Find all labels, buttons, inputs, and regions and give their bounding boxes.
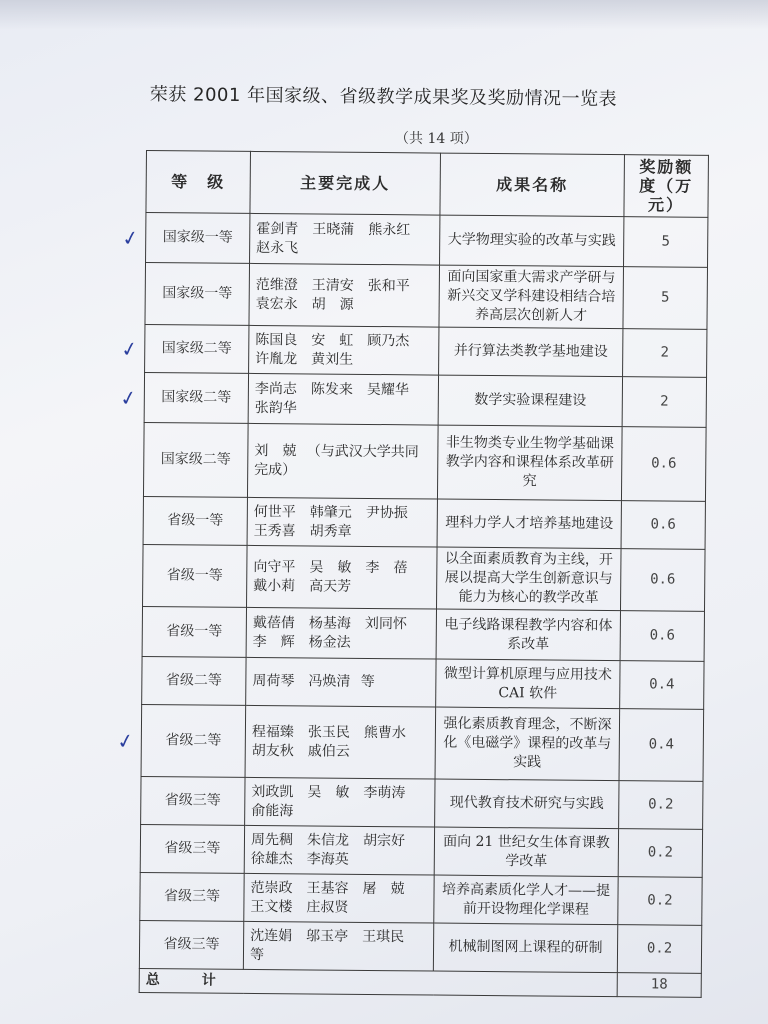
people-cell: 程福臻 张玉民 熊曹水 胡友秋 戚伯云 [245,705,436,779]
table-row [140,824,702,877]
check-mark-icon: ✓ [115,727,136,755]
level-cell: 省级三等 [141,776,245,825]
people-cell: 陈国良 安 虹 顾乃杰 许胤龙 黄刘生 [249,325,439,375]
people-cell: 刘政凯 吴 敏 李萌涛 俞能海 [245,777,435,827]
table-row [141,704,704,781]
project-cell: 面向 21 世纪女生体育课教学改革 [434,827,618,877]
people-cell: 周荷琴 冯焕清 等 [246,657,436,707]
total-label: 总 计 [139,968,617,996]
amount-cell: 2 [623,329,707,378]
header-level: 等 级 [146,151,251,214]
amount-cell: 0.4 [619,709,704,782]
amount-cell: 5 [623,267,708,330]
table-row [143,544,706,611]
amount-cell: 0.2 [617,925,701,974]
people-cell: 李尚志 陈发来 吴耀华 张韵华 [248,373,438,425]
project-cell: 微型计算机原理与应用技术 CAI 软件 [436,659,620,709]
table-row [142,606,704,661]
page-shadow [0,0,768,30]
project-cell: 大学物理实验的改革与实践 [440,215,624,267]
header-project: 成果名称 [440,153,625,217]
level-cell: 国家级二等 [145,324,249,373]
project-cell: 现代教育技术研究与实践 [435,779,619,829]
table-row [140,872,702,925]
table-row [143,422,706,501]
level-cell: 省级二等 [141,704,246,777]
people-cell: 戴蓓倩 杨基海 刘同怀 李 辉 杨金法 [246,607,436,659]
amount-cell: 5 [624,217,708,268]
total-row [139,968,701,997]
amount-cell: 0.6 [620,549,705,612]
amount-cell: 2 [622,377,706,428]
people-cell: 刘 兢 （与武汉大学共同完成） [247,423,438,499]
level-cell: 国家级二等 [144,372,248,423]
project-cell: 电子线路课程教学内容和体系改革 [436,609,620,661]
project-cell: 并行算法类教学基地建设 [439,327,623,377]
check-mark-icon: ✓ [118,335,140,363]
project-cell: 数学实验课程建设 [438,375,622,427]
project-cell: 以全面素质教育为主线，开展以提高大学生创新意识与能力为核心的教学改革 [437,547,622,611]
amount-cell: 0.6 [620,611,704,662]
table-header-row [146,151,709,218]
people-cell: 霍剑青 王晓蒲 熊永红 赵永飞 [250,213,440,265]
people-cell: 向守平 吴 敏 李 蓓 戴小莉 高天芳 [247,545,438,609]
amount-cell: 0.4 [620,661,704,710]
header-people: 主要完成人 [250,151,441,215]
total-amount: 18 [617,973,701,998]
level-cell: 省级三等 [140,872,244,921]
table-row [141,776,703,829]
level-cell: 省级一等 [143,544,248,607]
level-cell: 省级三等 [140,824,244,873]
project-cell: 理科力学人才培养基地建设 [437,499,621,549]
table-row [143,496,705,549]
document-subtitle: （共 14 项） [395,131,478,147]
amount-cell: 0.2 [618,877,702,926]
project-cell: 机械制图网上课程的研制 [433,923,617,973]
level-cell: 省级一等 [142,606,246,657]
project-cell: 非生物类专业生物学基础课教学内容和课程体系改革研究 [437,425,622,501]
awards-table [139,150,709,998]
people-cell: 沈连娟 邬玉亭 王琪民 等 [243,921,433,971]
people-cell: 何世平 韩肇元 尹协振 王秀喜 胡秀章 [247,497,437,547]
level-cell: 省级三等 [139,920,243,969]
level-cell: 国家级一等 [145,263,250,326]
project-cell: 面向国家重大需求产学研与新兴交叉学科建设相结合培养高层次创新人才 [439,265,624,329]
table-row [142,656,704,709]
check-mark-icon: ✓ [119,224,141,252]
project-cell: 培养高素质化学人才——提前开设物理化学课程 [434,875,618,925]
people-cell: 范崇政 王基容 屠 兢 王文楼 庄叔贤 [244,873,434,923]
level-cell: 国家级一等 [146,213,250,264]
amount-cell: 0.2 [618,829,702,878]
table-row [145,324,707,377]
table-row [144,372,706,427]
table-row [139,920,701,973]
people-cell: 范维澄 王清安 张和平 袁宏永 胡 源 [249,263,440,327]
table-row [145,263,708,330]
table-row [146,213,708,268]
table-body [139,213,708,974]
people-cell: 周先稠 朱信龙 胡宗好 徐雄杰 李海英 [244,825,434,875]
level-cell: 国家级二等 [143,422,248,497]
check-mark-icon: ✓ [118,384,139,412]
level-cell: 省级二等 [142,656,246,705]
level-cell: 省级一等 [143,496,247,545]
amount-cell: 0.6 [621,501,705,550]
header-amount: 奖励额度（万元） [624,155,709,218]
document-title: 荣获 2001 年国家级、省级教学成果奖及奖励情况一览表 [149,83,618,110]
amount-cell: 0.6 [621,427,706,502]
project-cell: 强化素质教育理念，不断深化《电磁学》课程的改革与实践 [435,707,620,781]
amount-cell: 0.2 [619,781,703,830]
